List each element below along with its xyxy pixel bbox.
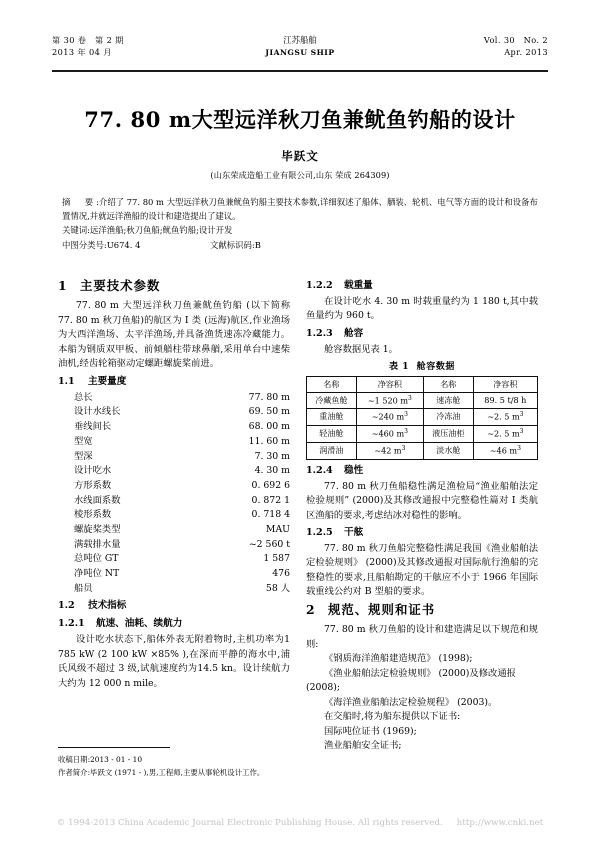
- keywords-label: 关键词: [62, 225, 88, 236]
- spec-value: 4. 30 m: [254, 465, 290, 477]
- section-1-2-1-title: 航速、油耗、续航力: [96, 618, 183, 630]
- clc-label: 中图分类号: [62, 239, 104, 250]
- section-1-2-number: 1.2: [58, 600, 75, 612]
- spec-value: 68. 00 m: [248, 421, 290, 433]
- rule-item: 《钢质海洋渔船建造规范》 (1998);: [324, 653, 473, 665]
- clc-value: :U674. 4: [103, 239, 141, 250]
- table-cell: ~460 $m^3$: [356, 426, 423, 443]
- page-title: [52, 104, 548, 134]
- journal-name-en: JIANGSU SHIP: [265, 47, 335, 57]
- spec-row: [58, 538, 290, 553]
- spec-label: 满载排水量: [74, 538, 121, 550]
- title-number: 77. 80 m: [84, 107, 192, 132]
- table-body: [307, 392, 538, 459]
- keywords-text: :远洋渔船;秋刀鱼船;鱿鱼钓船;设计开发: [87, 225, 233, 236]
- spec-value: ~2 560 t: [248, 538, 290, 550]
- table-col-header: 净容积: [473, 377, 537, 392]
- spec-label: 型宽: [74, 435, 93, 447]
- table-cabin-capacity: [306, 376, 538, 459]
- spec-value: 0. 872 1: [251, 494, 290, 506]
- heading-section-2: [306, 600, 538, 619]
- table-cell: 冷藏鱼舱: [307, 392, 357, 409]
- section-1-2-title: 技术指标: [88, 600, 127, 612]
- table-col-header: 名称: [307, 377, 357, 392]
- running-header-center: [52, 34, 548, 58]
- abstract-text: :介绍了 77. 80 m 大型远洋秋刀鱼兼鱿鱼钓船主要技术参数,详细叙述了船体、舾装、轮机、电气等方面的设计和设备布置情况,并就远洋渔船的设计和建造提出了建议。: [62, 197, 538, 221]
- issue-date-cn: 2013 年 04 月: [52, 47, 112, 58]
- spec-row: [58, 435, 290, 450]
- section-1-2-2-text: 在设计吃水 4. 30 m 时载重量约为 1 180 t,其中载鱼量约为 960 t。: [306, 295, 538, 322]
- spec-value: 1 587: [263, 553, 290, 565]
- spec-label: 棱形系数: [74, 509, 112, 521]
- abstract-block: [62, 196, 538, 252]
- rule-item: 《渔业船舶法定检验规则》 (2000)及修改通报 (2008);: [306, 667, 516, 694]
- table-cell: ~46 $m^3$: [473, 442, 537, 459]
- doccode-label: 文献标识码: [210, 239, 252, 250]
- table-1-title: 舱容数据: [416, 362, 456, 373]
- table-cell: 淡水舱: [423, 442, 473, 459]
- table-col-header: 净容积: [356, 377, 423, 392]
- column-right: [306, 276, 538, 754]
- section-1-2-4-text: 77. 80 m 秋刀鱼船稳性满足渔检局“渔业船舶法定检验规则” (2000)及其修改通报中完整稳性篇对 Ⅰ 类航区渔船的要求,考虑结冰对稳性的影响。: [306, 480, 538, 521]
- heading-section-1-2-2: [306, 279, 538, 294]
- title-text: 大型远洋秋刀鱼兼鱿鱼钓船的设计: [191, 107, 516, 132]
- spec-row: [58, 552, 290, 567]
- running-header: [52, 34, 548, 68]
- table-row: [307, 409, 538, 426]
- section-1-2-2-number: 1.2.2: [306, 280, 333, 291]
- spec-value: 69. 50 m: [248, 406, 290, 418]
- footnote-rule: [58, 747, 170, 748]
- spec-row: [58, 567, 290, 582]
- spec-label: 总吨位 GT: [74, 553, 119, 565]
- section-1-2-1-number: 1.2.1: [58, 618, 85, 630]
- author-affiliation: (山东荣成造船工业有限公司,山东 荣成 264309): [210, 170, 390, 180]
- section-2-intro: 77. 80 m 秋刀鱼船的设计和建造满足以下规范和规则:: [306, 624, 538, 650]
- spec-row: [58, 450, 290, 465]
- spec-value: 7. 30 m: [254, 450, 290, 462]
- spec-value: MAU: [265, 523, 290, 535]
- clc-group: [62, 239, 210, 253]
- table-col-header: 名称: [423, 377, 473, 392]
- spec-value: 11. 60 m: [248, 435, 290, 447]
- spec-row: [58, 405, 290, 420]
- spec-label: 总长: [74, 391, 93, 403]
- spec-value: 476: [272, 568, 290, 580]
- header-rule: [52, 70, 548, 72]
- table-row: [307, 442, 538, 459]
- spec-label: 水线面系数: [74, 494, 121, 506]
- journal-name-cn: 江苏船舶: [283, 35, 317, 45]
- copyright-strip: [0, 818, 600, 828]
- author-bio: 作者简介:毕跃文 (1971 - ),男,工程师,主要从事轮机设计工作。: [58, 767, 265, 777]
- heading-section-1: [58, 276, 290, 295]
- heading-section-1-2-3: [306, 327, 538, 342]
- table-cell: 速冻舱: [423, 392, 473, 409]
- certificate-item: 国际吨位证书 (1969);: [324, 725, 417, 737]
- spec-value: 0. 718 4: [251, 509, 290, 521]
- doccode-value: :B: [251, 239, 261, 250]
- section-1-2-5-title: 干舷: [344, 527, 364, 539]
- table-cell: 液压油柜: [423, 426, 473, 443]
- spec-label: 型深: [74, 450, 93, 462]
- section-1-number: 1: [58, 278, 68, 293]
- table-1-caption: [306, 360, 538, 374]
- heading-section-1-1: [58, 375, 290, 390]
- spec-row: [58, 582, 290, 597]
- classification-row: [62, 239, 538, 253]
- heading-section-1-2-1: [58, 617, 290, 632]
- section-1-2-3-title: 舱容: [344, 327, 364, 339]
- section-1-1-number: 1.1: [58, 375, 75, 387]
- table-head: [307, 377, 538, 392]
- certificate-intro: 在交船时,将为船东提供以下证书:: [324, 711, 461, 723]
- keywords-paragraph: [62, 224, 538, 238]
- table-cell: ~42 $m^3$: [356, 442, 423, 459]
- spec-row: [58, 420, 290, 435]
- certificate-item: 渔业船舶安全证书;: [324, 740, 402, 752]
- section-1-title: 主要技术参数: [80, 278, 161, 293]
- spec-label: 方形系数: [74, 479, 112, 491]
- author-name: 毕跃文: [281, 149, 319, 163]
- table-cell: 重油舱: [307, 409, 357, 426]
- spec-row: [58, 508, 290, 523]
- section-2-number: 2: [306, 601, 316, 617]
- spec-label: 设计水线长: [74, 406, 121, 418]
- table-1-label: 表 1: [388, 362, 410, 373]
- volume-issue-en: Vol. 30 No. 2: [483, 35, 548, 45]
- column-left: [58, 276, 290, 691]
- copyright-text: © 1994-2013 China Academic Journal Electronic Publishing House. All rights reserved.: [56, 818, 443, 828]
- section-1-2-4-number: 1.2.4: [306, 464, 333, 476]
- issue-date-en: Apr. 2013: [504, 47, 548, 58]
- spec-label: 垂线间长: [74, 421, 112, 433]
- section-2-title: 规范、规则和证书: [328, 601, 436, 617]
- spec-label: 船员: [74, 582, 93, 594]
- rule-item: 《海洋渔业船舶法定检验规程》 (2003)。: [324, 696, 498, 708]
- copyright-url[interactable]: http://www.cnki.net: [456, 818, 544, 828]
- table-cell: ~2. 5 $m^3$: [473, 409, 537, 426]
- table-cell: ~240 $m^3$: [356, 409, 423, 426]
- section-1-2-1-text: 设计吃水状态下,船体外表无附着物时,主机功率为1 785 kW (2 100 kW ×85% ),在深而平静的海水中,浦氏风级不超过 3 级,试航速度约为14.5 kn。设计续航力大约为 12 000 n mile。: [58, 634, 290, 689]
- table-cell: 89. 5 t/8 h: [473, 392, 537, 409]
- table-cell: ~2. 5 $m^3$: [473, 426, 537, 443]
- spec-row: [58, 494, 290, 509]
- table-row: [307, 392, 538, 409]
- doccode-group: [210, 239, 261, 253]
- spec-row: [58, 464, 290, 479]
- spec-row: [58, 523, 290, 538]
- spec-row: [58, 391, 290, 406]
- spec-label: 螺旋桨类型: [74, 523, 121, 535]
- section-1-2-2-title: 载重量: [344, 280, 373, 291]
- volume-issue: 第 30 卷 第 2 期: [52, 35, 124, 45]
- section-1-2-5-number: 1.2.5: [306, 527, 333, 539]
- heading-section-1-2-4: [306, 464, 538, 479]
- footnote-block: [58, 754, 308, 780]
- table-cell: 冷冻油: [423, 409, 473, 426]
- section-1-2-3-number: 1.2.3: [306, 327, 333, 339]
- spec-label: 设计吃水: [74, 465, 112, 477]
- spec-value: 77. 80 m: [248, 391, 290, 403]
- section-1-2-5-text: 77. 80 m 秋刀鱼船完整稳性满足我国《渔业船舶法定检验规则》 (2000)及其修改通报对国际航行渔船的完整稳性的要求,且船舶勘定的干舷应不小于 1966 年国际载重线公约对 B 型船的要求。: [306, 542, 538, 598]
- section-1-intro: 77. 80 m 大型远洋秋刀鱼兼鱿鱼钓船 (以下简称77. 80 m 秋刀鱼船)的航区为 Ⅰ 类 (远海)航区,作业渔场为大西洋渔场、太平洋渔场,并具备渔货速冻冷藏能力。本船为钢质双甲板、前倾艏柱带球鼻艏,采用单台中速柴油机,经齿轮箱驱动定螺距螺旋桨前进。: [58, 300, 290, 370]
- principal-dimensions-list: [58, 391, 290, 597]
- heading-section-1-2: [58, 599, 290, 614]
- section-1-2-4-title: 稳性: [344, 464, 364, 476]
- spec-label: 净吨位 NT: [74, 568, 120, 580]
- table-cell: ~1 520 $m^3$: [356, 392, 423, 409]
- section-1-2-3-text: 舱容数据见表 1。: [324, 343, 398, 355]
- table-cell: 润滑油: [307, 442, 357, 459]
- spec-row: [58, 479, 290, 494]
- heading-section-1-2-5: [306, 526, 538, 541]
- running-header-right: [484, 34, 548, 59]
- received-date: 收稿日期:2013 - 01 - 10: [58, 755, 143, 764]
- table-cell: 轻油舱: [307, 426, 357, 443]
- table-row: [307, 426, 538, 443]
- spec-value: 0. 692 6: [251, 479, 290, 491]
- table-header-row: [307, 377, 538, 392]
- spec-value: 58 人: [265, 582, 290, 594]
- abstract-paragraph: [62, 196, 538, 223]
- abstract-label: 摘 要: [62, 197, 97, 207]
- section-1-1-title: 主要量度: [88, 375, 127, 387]
